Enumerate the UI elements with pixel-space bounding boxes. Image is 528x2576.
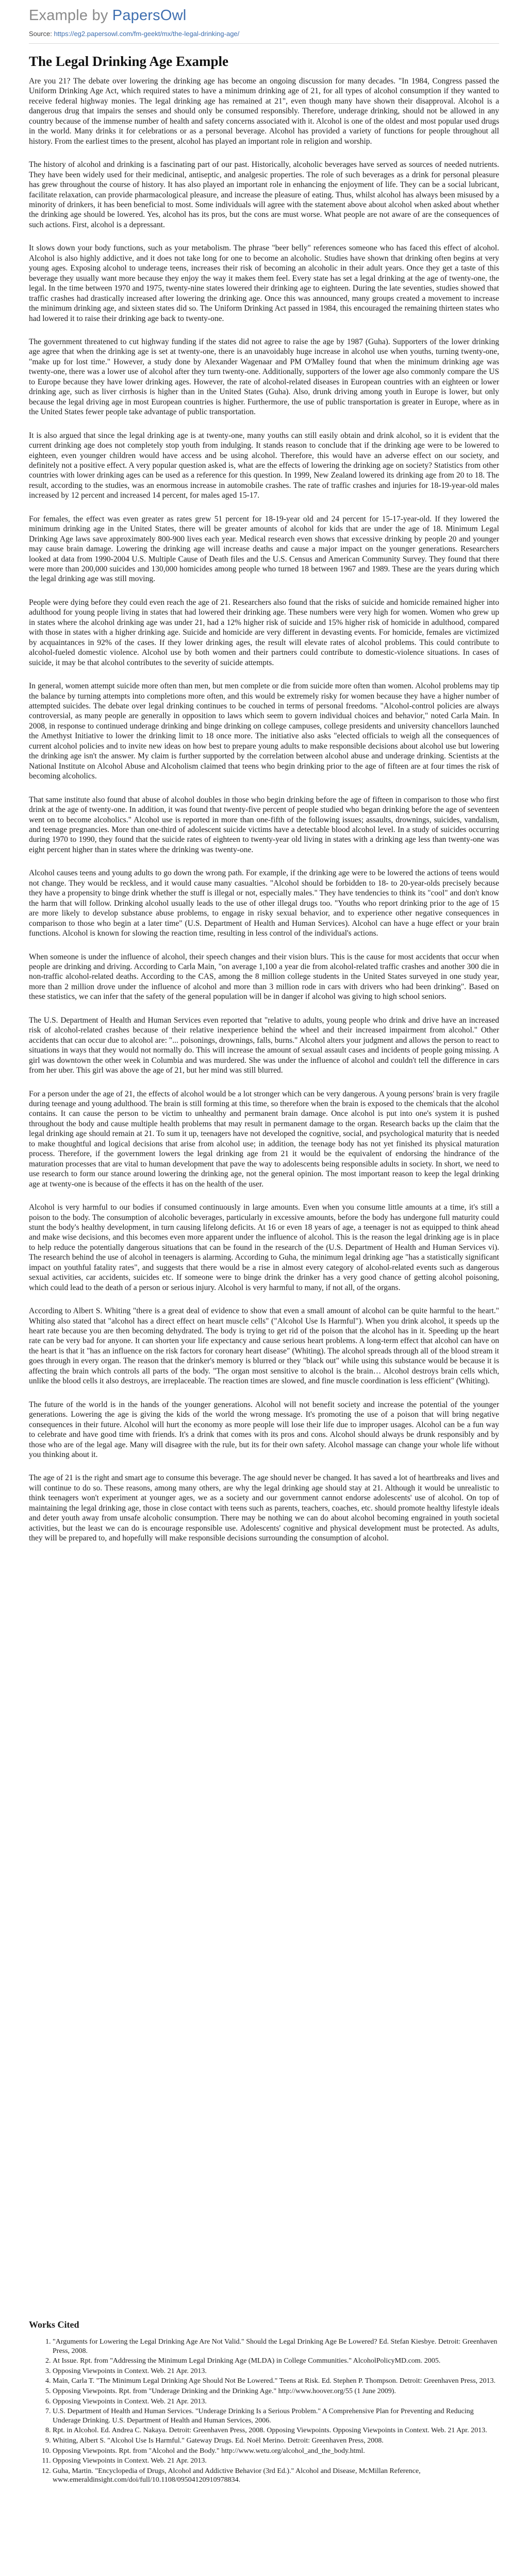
paragraph: According to Albert S. Whiting "there is a great deal of evidence to show that even a small amount of alcohol can be quite harmful to the heart." Whiting also stated that "alcohol has a direct effect on heart muscle cells" ("Alcohol Use Is Harmful"). When you drink alcohol, it speeds up the heart rate because you are then becoming dehydrated. The body is trying to get rid of the poison that the alcohol has in it. Speeding up the heart rate can be very bad for anyone. It can shorten your life expectancy and cause serious heart problems. A long-term effect that alcohol can have on the heart is that it "has an influence on the risk factors for coronary heart disease" (Whiting). The alcohol spreads through all of the blood stream it goes through in every organ. The reason that the drinker's memory is blurred or they "black out" while using this substance would be because it is affecting the brain which controls all parts of the body. "The organ most sensitive to alcohol is the brain… Alcohol destroys brain cells which, unlike the blood cells it also destroys, are irreplaceable. The reaction times are slowed, and fine muscle coordination is less efficient" (Whiting). <box>29 1307 499 1386</box>
article-body <box>29 76 499 1557</box>
site-header <box>29 7 186 24</box>
citation-item: 7. U.S. Department of Health and Human Services. "Underage Drinking Is a Serious Problem." A Comprehensive Plan for Preventing and Reducing Underage Drinking. U.S. Department of Health and Human Services, 2006. <box>53 2407 499 2425</box>
paragraph: The government threatened to cut highway funding if the states did not agree to raise the age by 1987 (Guha). Supporters of the lower drinking age agree that when the drinking age is set at twenty-one, there is an unavoidably huge increase in alcohol use when youths, turning twenty-one, "make up for lost time." However, a study done by Alexander Wagenaar and PM O'Malley found that when the minimum drinking age was twenty-one, there was a lower use of alcohol after they turn twenty-one. Additionally, supporters of the lower age also commonly compare the US to Europe because they have lower drinking ages. However, the rate of alcohol-related diseases in European countries with an eighteen or lower drinking age, such as liver cirrhosis is higher than in the United States (Guha). Also, drunk driving among youth in Europe is lower, but only because the legal driving age in most European countries is higher. Furthermore, the use of public transportation is greater in Europe, where as in the United States fewer people take advantage of public transportation. <box>29 337 499 417</box>
paragraph: It slows down your body functions, such as your metabolism. The phrase "beer belly" references someone who has faced this effect of alcohol. Alcohol is also highly addictive, and it does not take long for one to become an alcoholic. Studies have shown that drinking often begins at very young ages. Exposing alcohol to underage teens, increases their risk of becoming an alcoholic in their adult years. Once they get a taste of this beverage they usually want more because they enjoy the way it makes them feel. Every state has set a legal drinking at the age of twenty-one, the legal. In the time between 1970 and 1975, twenty-nine states lowered their drinking age to eighteen. During the late seventies, studies showed that traffic crashes had drastically increased after lowering the drinking age. Once this was announced, many groups created a movement to increase the minimum drinking age, and sixteen states did so. The Uniform Drinking Act passed in 1984, this encouraged the remaining thirteen states who had lowered it to raise their drinking age back to twenty-one. <box>29 244 499 323</box>
citation-item: 1. "Arguments for Lowering the Legal Drinking Age Are Not Valid." Should the Legal Drinking Age Be Lowered? Ed. Stefan Kiesbye. Detroit: Greenhaven Press, 2008. <box>53 2337 499 2355</box>
works-cited-heading: Works Cited <box>29 2319 79 2330</box>
citation-item: 11. Opposing Viewpoints in Context. Web. 21 Apr. 2013. <box>53 2456 499 2466</box>
paragraph: The history of alcohol and drinking is a fascinating part of our past. Historically, alcoholic beverages have served as sources of needed nutrients. They have been widely used for their medicinal, antiseptic, and analgesic properties. The role of such beverages as a drink for personal pleasure has grew throughout the course of history. It has also played an important role in enhancing the enjoyment of life. They can be a social lubricant, facilitate relaxation, can provide pharmacological pleasure, and increase the pleasure of eating. Thus, whilst alcohol has always been misused by a minority of drinkers, it has been beneficial to most. Some individuals will agree with the statement above about alcohol when asked about whether the drinking age should be lowered. Yes, alcohol has its pros, but the cons are must worse. What people are not aware of are the consequences of such actions. First, alcohol is a depressant. <box>29 160 499 229</box>
paragraph: Alcohol is very harmful to our bodies if consumed continuously in large amounts. Even when you consume little amounts at a time, it's still a poison to the body. The consumption of alcoholic beverages, particularly in excessive amounts, before the body has undergone full maturity could stunt the body's healthy development, in turn causing lifelong deficits. At 16 or even 18 years of age, a teenager is not as equipped to think ahead and make wise decisions, and this becomes even more apparent under the influence of alcohol. This is the reason the legal drinking age is in place to help reduce the potentially dangerous situations that can be found in the research of the (U.S. Department of Health and Human Services vi). The research behind the use of alcohol in teenagers is alarming. According to Guha, the minimum legal drinking age "has a statistically significant impact on youthful fatality rates", and suggests that there would be a rise in almost every category of alcohol-related events such as dangerous sexual activities, car accidents, suicides etc. If someone were to binge drink the drinker has a very good chance of getting alcohol poisoning, which could lead to the death of a person or serious injury. Alcohol is very harmful to many, if not all, of the organs. <box>29 1203 499 1292</box>
header-divider <box>29 43 499 44</box>
citation-item: 5. Opposing Viewpoints. Rpt. from "Underage Drinking and the Drinking Age." http://www.hoover.org/55 (1 June 2009). <box>53 2387 499 2396</box>
citation-item: 12. Guha, Martin. "Encyclopedia of Drugs, Alcohol and Addictive Behavior (3rd Ed.)." Alcohol and Disease, McMillan Reference, www.emeraldinsight.com/doi/full/10.1108/09504120910978834. <box>53 2467 499 2485</box>
works-cited <box>29 2319 499 2486</box>
paragraph: Are you 21? The debate over lowering the drinking age has become an ongoing discussion for many decades. "In 1984, Congress passed the Uniform Drinking Age Act, which required states to have a minimum drinking age of 21, for all types of alcohol consumption if they wanted to receive federal highway monies. The legal drinking age has remained at 21", even though many have shown their disapproval. Alcohol is a dangerous drug that impairs the senses and should only be consumed responsibly. Therefore, underage drinking, should not be allowed in any country because of the immense number of health and safety concerns associated with it. Alcohol is one of the oldest and most popular used drugs in the world. Many drinks it for celebrations or as a personal beverage. Alcohol has provided a variety of functions for people throughout all history. From the earliest times to the present, alcohol has played an important role in religion and worship. <box>29 77 499 146</box>
citation-item: 6. Opposing Viewpoints in Context. Web. 21 Apr. 2013. <box>53 2397 499 2406</box>
page-title: The Legal Drinking Age Example <box>29 54 229 69</box>
paragraph: For females, the effect was even greater as rates grew 51 percent for 18-19-year old and 24 percent for 15-17-year-old. If they lowered the minimum drinking age in the United States, there will be greater amounts of alcohol for kids that are under the age of 18. Minimum Legal Drinking Age laws save approximately 800-900 lives each year. Medical research even shows that excessive drinking by people 20 and younger may cause brain damage. Lowering the drinking age will increase deaths and cause a major impact on the younger generations. Researchers looked at data from 1990-2004 U.S. Multiple Cause of Death files and the U.S. Census and American Community Survey. They found that there were more than 200,000 suicides and 130,000 homicides among people who turned 18 between 1967 and 1989. These are the years during which the legal drinking age was still moving. <box>29 514 499 584</box>
brand-logo[interactable] <box>29 7 186 24</box>
paragraph: It is also argued that since the legal drinking age is at twenty-one, many youths can still easily obtain and drink alcohol, so it is evident that the current drinking age does not completely stop youth from indulging. It stands reason to conclude that if the drinking age were to be lowered to eighteen, even younger children would have access and be using alcohol. Therefore, this would have an adverse effect on our society, and definitely not a positive effect. A very popular question asked is, what are the effects of lowering the drinking age on society? Statistics from other countries with lower drinking ages can be used as a reference for this question. In 1999, New Zealand lowered its drinking age from 20 to 18. The result, according to the studies, was an enormous increase in automobile crashes. The rate of traffic crashes and injuries for 18-19-year-old males increased by 12 percent and increased 14 percent, for males aged 15-17. <box>29 431 499 500</box>
source-line <box>29 30 239 38</box>
paragraph: The age of 21 is the right and smart age to consume this beverage. The age should never be changed. It has saved a lot of heartbreaks and lives and will continue to do so. These reasons, among many others, are why the legal drinking age should stay at 21. Although it would be unrealistic to think teenagers won't experiment at younger ages, we as a society and our government cannot endorse adolescents' use of alcohol. On top of maintaining the legal drinking age, those in close contact with teens such as parents, teachers, coaches, etc. should promote healthy lifestyle ideals and deter youth away from unsafe alcoholic consumption. There may be nothing we can do about alcohol becoming engrained in youth societal activities, but the least we can do is encourage responsible use. Adolescents' cognitive and physical development must be protected. As adults, they will be prepared to, and hopefully will make responsible decisions surrounding the consumption of alcohol. <box>29 1473 499 1543</box>
citation-list <box>29 2337 499 2485</box>
paragraph: People were dying before they could even reach the age of 21. Researchers also found that the risks of suicide and homicide remained higher into adulthood for young people living in states that had lowered their drinking age. These numbers were very high for women. Women who grew up in states where the alcohol drinking age was under 21, had a 12% higher risk of suicide and 15% higher risk of homicide in adulthood, compared with those in states with a higher drinking age. Suicide and homicide are very different in devasting events. For homicide, females are victimized by acquaintances in 92% of the cases. If they lower drinking ages, the result will elevate rates of alcohol problems. This could contribute to alcohol-fueled domestic violence. Alcohol use by both women and their partners could contribute to domestic-violence situations. In cases of suicide, it may be that alcohol contributes to the severity of suicide attempts. <box>29 598 499 667</box>
paragraph: The future of the world is in the hands of the younger generations. Alcohol will not benefit society and increase the potential of the younger generations. Lowering the age is giving the kids of the world the wrong message. It's promoting the use of a poison that will bring negative consequences in their future. Alcohol will hurt the economy as more people will lose their life due to improper usages. Alcohol can be a fun way to celebrate and have good time with friends. It's a drink that comes with its pros and cons. Alcohol should always be drunk responsibly and by those who are of the legal age. Many will disagree with the rule, but its for their own safety. Alcohol massage can change your whole life without you thinking about it. <box>29 1400 499 1460</box>
citation-item: 4. Main, Carla T. "The Minimum Legal Drinking Age Should Not Be Lowered." Teens at Risk. Ed. Stephen P. Thompson. Detroit: Greenhaven Press, 2013. <box>53 2377 499 2386</box>
paragraph: When someone is under the influence of alcohol, their speech changes and their vision blurs. This is the cause for most accidents that occur when people are drinking and driving. According to Carla Main, "on average 1,100 a year die from alcohol-related traffic crashes and another 300 die in non-traffic alcohol-related deaths. According to the CAS, among the 8 million college students in the United States surveyed in one study year, more than 2 million drove under the influence of alcohol and more than 3 million rode in cars with drivers who had been drinking". Based on these statistics, we can infer that the safety of the general population will be in danger if alcohol was giving to high school seniors. <box>29 952 499 1002</box>
citation-item: 10. Opposing Viewpoints. Rpt. from "Alcohol and the Body." http://www.wetu.org/alcohol_and_the_body.html. <box>53 2447 499 2456</box>
source-label: Source: <box>29 30 52 38</box>
paragraph: In general, women attempt suicide more often than men, but men complete or die from suicide more often than women. Alcohol problems may tip the balance by turning attempts into completions more often, and this would be extremely risky for women because they have a higher number of attempted suicides. The debate over legal drinking continues to be couched in terms of personal freedoms. "Alcohol-control policies are always controversial, as many people are generally in opposition to laws which seem to govern individual choices and behavior," noted Carla Main. In 2008, in response to continued underage drinking and binge drinking on college campuses, college presidents and university chancellors launched the Amethyst Initiative to lower the drinking limit to 18 once more. The initiative also asks "elected officials to weigh all the consequences of current alcohol policies and to invite new ideas on how best to prepare young adults to make responsible decisions about alcohol use but lowering the drinking age isn't the answer. My claim is further supported by the correlation between alcohol abuse and underage drinking. Scientists at the National Institute on Alcohol Abuse and Alcoholism claimed that teens who begin drinking prior to the age of fifteen are at four times the risk of becoming alcoholics. <box>29 682 499 781</box>
paragraph: Alcohol causes teens and young adults to go down the wrong path. For example, if the drinking age were to be lowered the actions of teens would not change. They would be reckless, and it would cause many casualties. "Alcohol should be forbidden to 18- to 20-year-olds precisely because they have a propensity to binge drink whether the stuff is illegal or not, especially males." They have tendencies to think its "cool" and don't know the harm that will follow. Drinking alcohol usually leads to the use of other illegal drugs too. "Youths who report drinking prior to the age of 15 are more likely to develop substance abuse problems, to engage in risky sexual behavior, and to experience other negative consequences in comparison to those who begin at a later time" (U.S. Department of Health and Human Services). Alcohol can have a huge effect or your brain functions. Alcohol is known for slowing the reaction time, resulting in less control of the individual's actions. <box>29 869 499 938</box>
paragraph: That same institute also found that abuse of alcohol doubles in those who begin drinking before the age of fifteen in comparison to those who first drink at the age of twenty-one. In addition, it was found that twenty-five percent of people studied who began drinking before the age of seventeen went on to become alcoholics." Alcohol use is reported in more than one-fifth of the following issues; assaults, drownings, suicides, vandalism, and teenage pregnancies. More than one-third of adolescent suicide victims have a detectable blood alcohol level. In a study of suicides occurring during 1970 to 1990, they found that the suicide rates of eighteen to twenty-year old living in states with a drinking age less than twenty-one was eight percent higher than in states where the drinking was twenty-one. <box>29 795 499 854</box>
brand-prefix: Example by <box>29 7 112 24</box>
brand-name: PapersOwl <box>112 7 187 24</box>
citation-item: 2. At Issue. Rpt. from "Addressing the Minimum Legal Drinking Age (MLDA) in College Communities." AlcoholPolicyMD.com. 2005. <box>53 2357 499 2366</box>
citation-item: 8. Rpt. in Alcohol. Ed. Andrea C. Nakaya. Detroit: Greenhaven Press, 2008. Opposing Viewpoints. Opposing Viewpoints in Context. Web. 21 Apr. 2013. <box>53 2426 499 2435</box>
citation-item: 3. Opposing Viewpoints in Context. Web. 21 Apr. 2013. <box>53 2367 499 2376</box>
paragraph: For a person under the age of 21, the effects of alcohol would be a lot stronger which can be very dangerous. A young persons' brain is very fragile during teenage and young adulthood. The brain is still forming at this time, so therefore when the brain is exposed to the chemicals that the alcohol contains. It can cause the person to be victim to unhealthy and permanent brain damage. Once alcohol is put into one's system it is pushed throughout the body and cause multiple health problems that may result in permanent damage to the organ. Research backs up the claim that the legal drinking age should remain at 21. To sum it up, teenagers have not developed the cognitive, social, and psychological maturity that is needed to make thoughtful and logical decisions that arise from alcohol use; in addition, the teenage body has not yet finished its physical maturation process. Therefore, if the government lowers the legal drinking age from 21 it would be the equivalent of endorsing the hindrance of the maturation processes that are vital to human development that pave the way to adolescents being responsible adults in society. In short, we need to use research to form our stance around lowering the drinking age, not the general opinion. The most important reason to keep the legal drinking age at twenty-one is because of the effects it has on the health of the user. <box>29 1089 499 1189</box>
paragraph: The U.S. Department of Health and Human Services even reported that "relative to adults, young people who drink and drive have an increased risk of alcohol-related crashes because of their relative inexperience behind the wheel and their increased impairment from alcohol." Other accidents that can occur due to alcohol are: "... poisonings, drownings, falls, burns." Alcohol alters your judgment and allows the person to react to situations in ways that they would not normally do. This will increase the amount of sexual assault cases and incidents of people going missing. A girl was downtown the other week in Columbia and was murdered. She was under the influence of alcohol and couldn't tell the difference in cars from her uber. This girl was above the age of 21, but her mind was still blurred. <box>29 1015 499 1075</box>
source-link[interactable]: https://eg2.papersowl.com/fm-geekt/mx/the-legal-drinking-age/ <box>54 30 240 38</box>
citation-item: 9. Whiting, Albert S. "Alcohol Use Is Harmful." Gateway Drugs. Ed. Noël Merino. Detroit: Greenhaven Press, 2008. <box>53 2436 499 2446</box>
